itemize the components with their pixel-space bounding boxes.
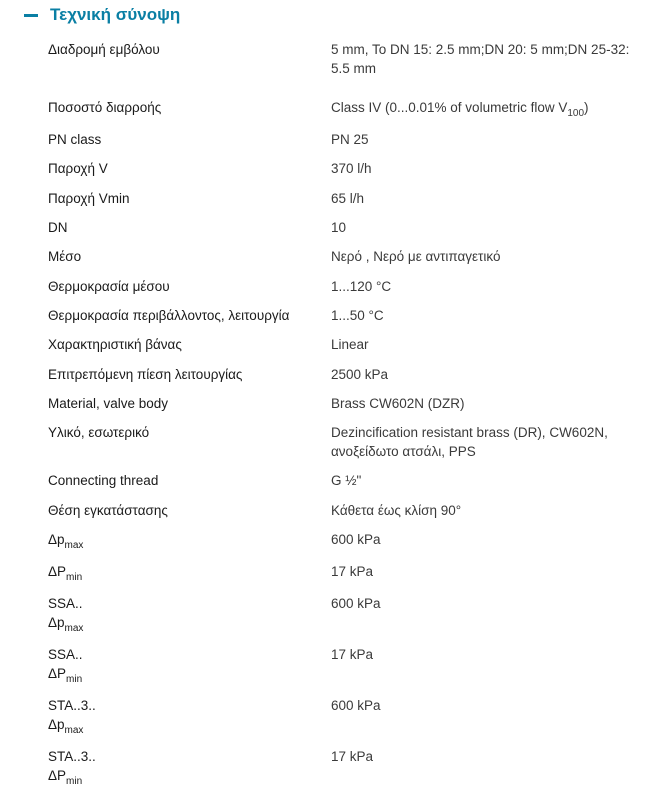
spec-label [48, 594, 331, 634]
spec-row [48, 247, 648, 277]
spec-row [48, 159, 648, 189]
spec-value: 65 l/h [331, 191, 365, 206]
spec-label-text: ΔP [48, 666, 67, 681]
spec-row [48, 471, 648, 501]
spec-label: Θερμοκρασία μέσου [48, 279, 170, 294]
spec-label-text: ΔP [48, 564, 67, 579]
spec-row [48, 98, 648, 130]
spec-label-prefix: SSA.. [48, 596, 83, 611]
spec-label [48, 645, 331, 685]
spec-label-subscript: max [64, 540, 84, 551]
spec-label: Επιτρεπόμενη πίεση λειτουργίας [48, 367, 243, 382]
spec-value: 600 kPa [331, 698, 381, 713]
spec-row [48, 594, 648, 645]
spec-row [48, 562, 648, 594]
spec-row [48, 189, 648, 218]
spec-value: 10 [331, 220, 347, 235]
spec-value: Κάθετα έως κλίση 90° [331, 503, 462, 518]
spec-row [48, 130, 648, 159]
spec-value: Linear [331, 337, 369, 352]
spec-label: Παροχή V [48, 161, 108, 176]
spec-row [48, 645, 648, 696]
spec-label [48, 747, 331, 787]
spec-value: G ½" [331, 473, 362, 488]
spec-row [48, 696, 648, 747]
spec-label-subscript: max [64, 725, 84, 736]
spec-value-suffix: ) [584, 100, 589, 115]
spec-label: DN [48, 220, 68, 235]
spec-label: Μέσο [48, 249, 82, 264]
spec-row [48, 335, 648, 365]
spec-value: 17 kPa [331, 647, 374, 662]
spec-value: 370 l/h [331, 161, 372, 176]
spec-label: Διαδρομή εμβόλου [48, 42, 160, 57]
spec-value-subscript: 100 [567, 108, 585, 119]
spec-label-text: Δp [48, 717, 65, 732]
spec-label: Material, valve body [48, 396, 169, 411]
spec-value: Νερό , Νερό με αντιπαγετικό [331, 249, 501, 264]
spec-row [48, 218, 648, 247]
spec-label-prefix: SSA.. [48, 647, 83, 662]
spec-label-text: Δp [48, 615, 65, 630]
spec-label [48, 696, 331, 736]
minus-icon[interactable] [24, 14, 38, 17]
spec-row [48, 277, 648, 306]
spec-table [48, 40, 648, 791]
spec-label: Θέση εγκατάστασης [48, 503, 168, 518]
spec-label [48, 530, 331, 551]
spec-value: 600 kPa [331, 596, 381, 611]
spec-value: Dezincification resistant brass (DR), CW602N, ανοξείδωτο ατσάλι, PPS [331, 425, 608, 459]
spec-row [48, 747, 648, 791]
spec-label-text: ΔP [48, 768, 67, 783]
spec-label-subscript: min [66, 572, 83, 583]
spec-value: PN 25 [331, 132, 369, 147]
spec-label [48, 562, 331, 583]
spec-row [48, 40, 648, 98]
spec-label-text: Δp [48, 532, 65, 547]
spec-label: Παροχή Vmin [48, 191, 130, 206]
spec-value: 1...50 °C [331, 308, 384, 323]
section-header-technical-summary[interactable] [24, 2, 180, 28]
spec-label: Χαρακτηριστική βάνας [48, 337, 182, 352]
spec-value: 1...120 °C [331, 279, 392, 294]
spec-value [331, 98, 648, 119]
spec-label-subscript: min [66, 776, 83, 787]
spec-row [48, 394, 648, 423]
spec-row [48, 501, 648, 530]
spec-value-text: Class IV (0...0.01% of volumetric flow V [331, 100, 568, 115]
spec-label-prefix: STA..3.. [48, 698, 96, 713]
section-title: Τεχνική σύνοψη [50, 5, 181, 24]
spec-label: Υλικό, εσωτερικό [48, 425, 150, 440]
spec-row [48, 365, 648, 394]
spec-label-subscript: max [64, 623, 84, 634]
spec-label: Connecting thread [48, 473, 159, 488]
spec-value: 5 mm, To DN 15: 2.5 mm;DN 20: 5 mm;DN 25-32: 5.5 mm [331, 42, 630, 76]
spec-value: 17 kPa [331, 749, 374, 764]
spec-label-prefix: STA..3.. [48, 749, 96, 764]
spec-value: 600 kPa [331, 532, 381, 547]
spec-label: Θερμοκρασία περιβάλλοντος, λειτουργία [48, 308, 290, 323]
spec-row [48, 530, 648, 562]
spec-value: Brass CW602N (DZR) [331, 396, 465, 411]
spec-value: 2500 kPa [331, 367, 389, 382]
spec-label-subscript: min [66, 674, 83, 685]
spec-value: 17 kPa [331, 564, 374, 579]
spec-label: Ποσοστό διαρροής [48, 100, 162, 115]
spec-row [48, 306, 648, 335]
spec-label: PN class [48, 132, 102, 147]
spec-row [48, 423, 648, 471]
